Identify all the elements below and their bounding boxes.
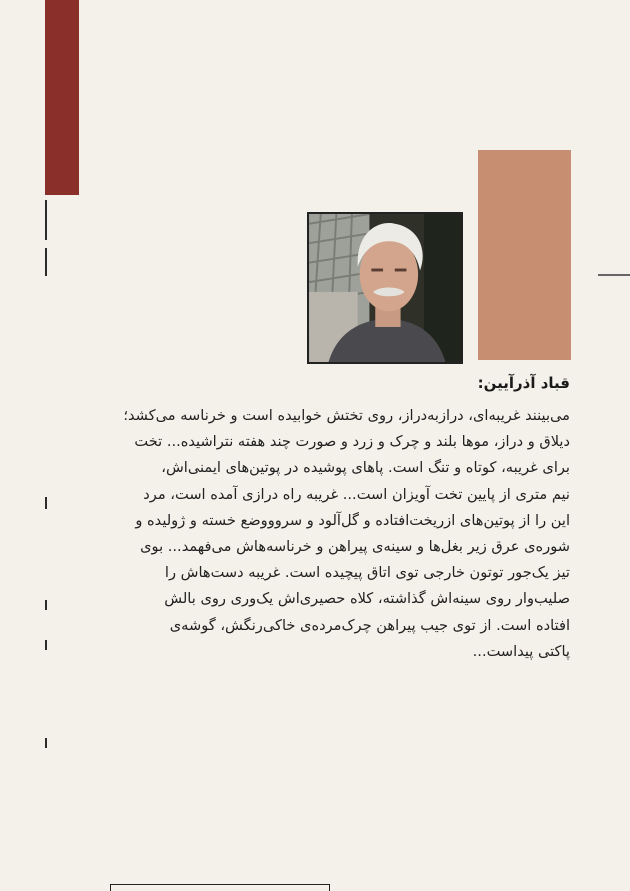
excerpt-line: دیلاق و دراز، موها بلند و چرک و زرد و صورت چند هفته نتراشیده... تخت bbox=[134, 433, 570, 451]
spine-tick-mark bbox=[45, 640, 47, 650]
excerpt-line: نیم متری از پایین تخت آویزان است... غریبه راه درازی آمده است، مرد bbox=[143, 485, 570, 503]
author-name: قباد آذرآیین: bbox=[477, 374, 570, 392]
excerpt-line: صلیب‌وار روی سینه‌اش گذاشته، کلاه حصیری‌اش یک‌وری روی بالش bbox=[164, 590, 570, 608]
spine-tick-mark bbox=[45, 497, 47, 509]
author-photo bbox=[307, 212, 463, 364]
book-excerpt bbox=[92, 403, 570, 665]
excerpt-line: برای غریبه، کوتاه و تنگ است. پاهای پوشیده در پوتین‌های ایمنی‌اش، bbox=[161, 459, 570, 477]
excerpt-line: افتاده است. از توی جیب پیراهن چرک‌مرده‌ی خاکی‌رنگش، گوشه‌ی bbox=[169, 616, 570, 634]
accent-color-block bbox=[478, 150, 571, 360]
spine-color-bar bbox=[45, 0, 79, 195]
spine-tick-mark bbox=[45, 248, 47, 276]
barcode-strip bbox=[110, 884, 330, 891]
excerpt-line: می‌بینند غریبه‌ای، درازبه‌دراز، روی تختش خوابیده است و خرناسه می‌کشد؛ bbox=[123, 407, 570, 424]
excerpt-line: این را از پوتین‌های ازریخت‌افتاده و گل‌آلود و سروووضع خسته و ژولیده و bbox=[135, 511, 570, 529]
spine-tick-mark bbox=[45, 738, 47, 748]
spine-tick-mark bbox=[45, 200, 47, 240]
spine-tick-mark bbox=[45, 600, 47, 610]
excerpt-line: شوره‌ی عرق زیر بغل‌ها و سینه‌ی پیراهن و خرناسه‌هاش می‌فهمد... بوی bbox=[140, 538, 570, 556]
excerpt-line: پاکتی پیداست... bbox=[472, 642, 570, 660]
excerpt-line: تیز یک‌جور توتون خارجی توی اتاق پیچیده است. غریبه دست‌هاش را bbox=[164, 564, 570, 582]
edge-crop-mark bbox=[598, 274, 630, 276]
author-portrait-icon bbox=[309, 214, 461, 362]
